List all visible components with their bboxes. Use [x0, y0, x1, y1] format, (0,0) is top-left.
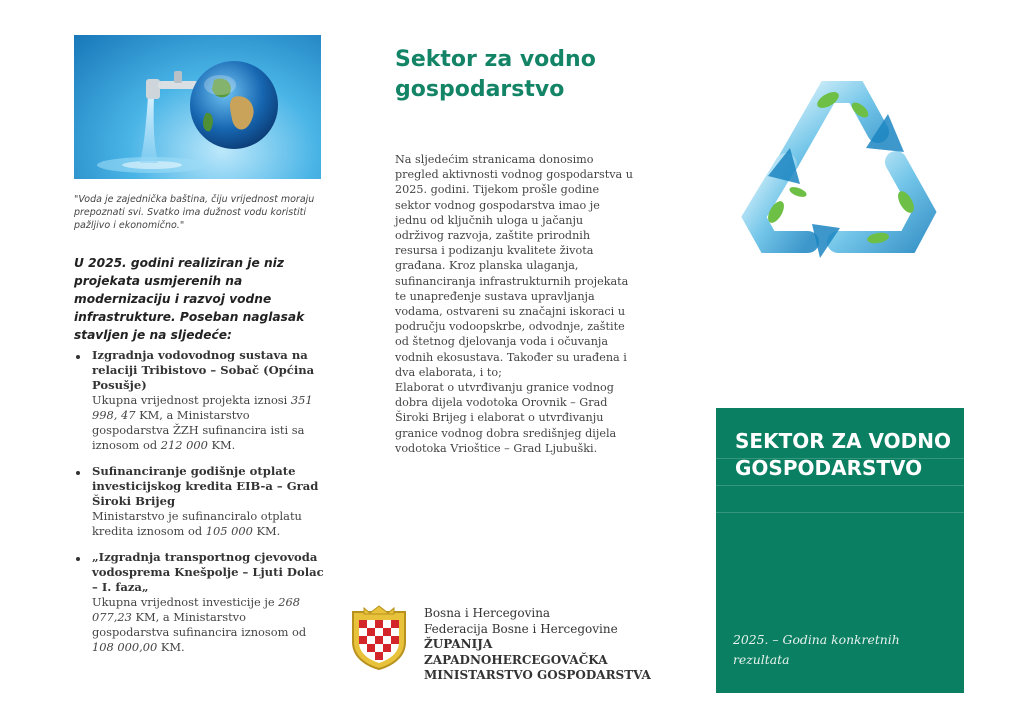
projects-list — [74, 348, 324, 666]
ministry-line: Federacija Bosne i Hercegovine — [424, 621, 618, 636]
ministry-line: MINISTARSTVO GOSPODARSTVA — [424, 668, 651, 682]
panel-divider — [716, 512, 964, 513]
list-item — [74, 348, 324, 453]
recycle-water-icon — [728, 52, 950, 270]
ministry-line: ŽUPANIJA — [424, 637, 493, 651]
project-title: Izgradnja vodovodnog sustava na relaciji Tribistovo – Sobač (Općina Posušje) — [92, 348, 315, 392]
coat-of-arms-icon — [350, 604, 408, 670]
ministry-block — [424, 606, 684, 684]
project-title: „Izgradnja transportnog cjevovoda vodosprema Knešpolje – Ljuti Dolac – I. faza„ — [92, 550, 324, 594]
project-description: Ukupna vrijednost projekta iznosi 351 998, 47 KM, a Ministarstvo gospodarstva ŽZH sufinancira isti sa iznosom od 212 000 KM. — [92, 393, 313, 452]
elaborat-paragraph: Elaborat o utvrđivanju granice vodnog dobra dijela vodotoka Orovnik – Grad Široki Brijeg i elaborat o utvrđivanju granice vodnog dobra središnjeg dijela vodotoka Vrioštice – Grad Ljubuški. — [395, 381, 617, 455]
earth-faucet-illustration — [74, 35, 321, 179]
project-description: Ministarstvo je sufinanciralo otplatu kredita iznosom od 105 000 KM. — [92, 509, 302, 538]
intro-text: U 2025. godini realiziran je niz projekata usmjerenih na modernizaciju i razvoj vodne infrastrukture. Poseban naglasak stavljen je na sljedeće: — [74, 256, 305, 342]
panel-subtitle: 2025. – Godina konkretnih rezultata — [733, 632, 900, 667]
project-description: Ukupna vrijednost investicije je 268 077,23 KM, a Ministarstvo gospodarstva sufinancira iznosom od 108 000,00 KM. — [92, 595, 307, 654]
ministry-line: ZAPADNOHERCEGOVAČKA — [424, 652, 608, 667]
panel-divider — [716, 485, 964, 486]
list-item — [74, 464, 324, 539]
project-title: Sufinanciranje godišnje otplate investicijskog kredita EIB-a – Grad Široki Brijeg — [92, 464, 319, 508]
overview-text — [395, 152, 635, 456]
ministry-line: Bosna i Hercegovina — [424, 606, 551, 620]
page-title: Sektor za vodno gospodarstvo — [395, 47, 596, 102]
earth-faucet-image — [74, 35, 321, 179]
panel-title: SEKTOR ZA VODNO GOSPODARSTVO — [735, 429, 951, 480]
overview-paragraph: Na sljedećim stranicama donosimo pregled aktivnosti vodnog gospodarstva u 2025. godini. Tijekom prošle godine sektor vodnog gospodarstva imao je jednu od ključnih uloga u jačanju održivog razvoja, zaštite prirodnih resursa i podizanju kvalitete života građana. Kroz planska ulaganja, sufinanciranja infrastrukturnih projekata te unapređenje sustava upravljanja vodama, ostvareni su značajni iskoraci u području vodoopskrbe, odvodnje, zaštite od štetnog djelovanja voda i očuvanja vodnih ekosustava. Također su urađena i dva elaborata, i to; — [395, 153, 633, 379]
water-quote: "Voda je zajednička baština, čiju vrijednost moraju prepoznati svi. Svatko ima dužnost vodu koristiti pažljivo i ekonomično." — [74, 194, 315, 231]
list-item — [74, 550, 324, 655]
